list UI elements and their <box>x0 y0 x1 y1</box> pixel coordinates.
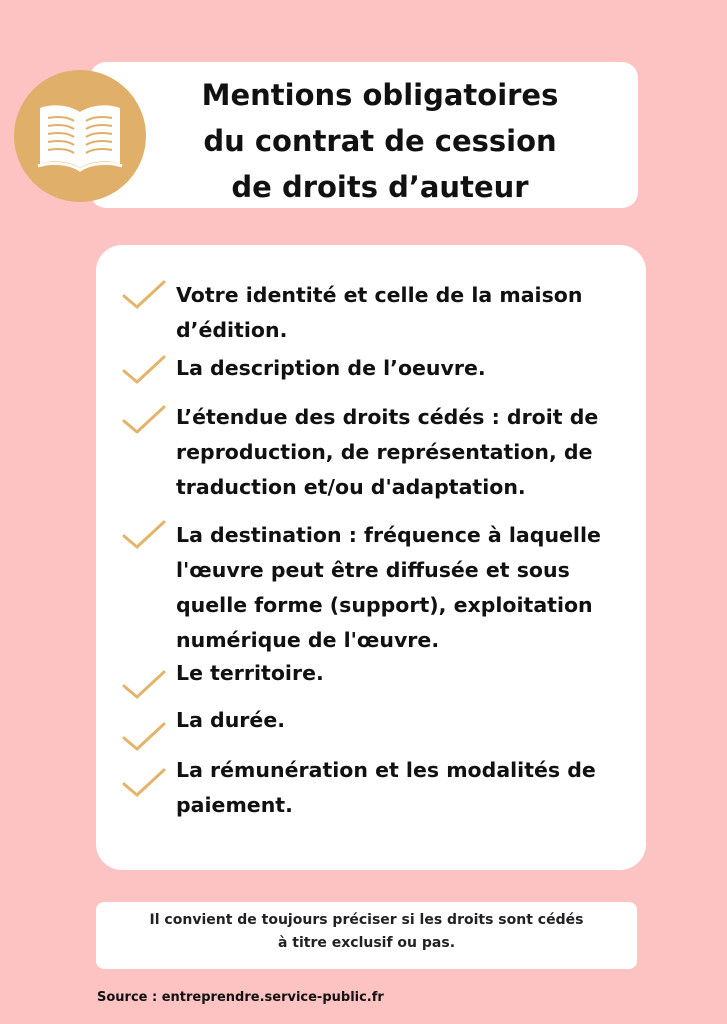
checkmark-icon <box>122 722 166 752</box>
title-line-2: du contrat de cession <box>203 124 557 158</box>
title-line-1: Mentions obligatoires <box>201 78 559 112</box>
checkmark-icon <box>122 405 166 435</box>
checkmark-icon <box>122 670 166 700</box>
page-title <box>140 72 620 210</box>
source-credit: Source : entreprendre.service-public.fr <box>97 990 384 1005</box>
checkmark-icon <box>122 355 166 385</box>
list-item: La durée. <box>176 708 286 732</box>
checkmark-icon <box>122 768 166 798</box>
list-item: Votre identité et celle de la maison d’édition. <box>176 283 583 342</box>
title-line-3: de droits d’auteur <box>231 170 529 204</box>
checkmark-icon <box>122 520 166 550</box>
checkmark-icon <box>122 280 166 310</box>
book-badge <box>14 70 146 202</box>
list-item: La rémunération et les modalités de paiement. <box>176 758 596 817</box>
list-item: L’étendue des droits cédés : droit de reproduction, de représentation, de traduction et/ou d'adaptation. <box>176 405 599 499</box>
open-book-icon <box>36 100 124 172</box>
list-item: La destination : fréquence à laquelle l'œuvre peut être diffusée et sous quelle forme (support), exploitation numérique de l'œuvre. <box>176 523 601 652</box>
list-item: La description de l’oeuvre. <box>176 356 486 380</box>
list-item: Le territoire. <box>176 661 324 685</box>
note-text: Il convient de toujours préciser si les droits sont cédés à titre exclusif ou pas. <box>149 912 584 951</box>
